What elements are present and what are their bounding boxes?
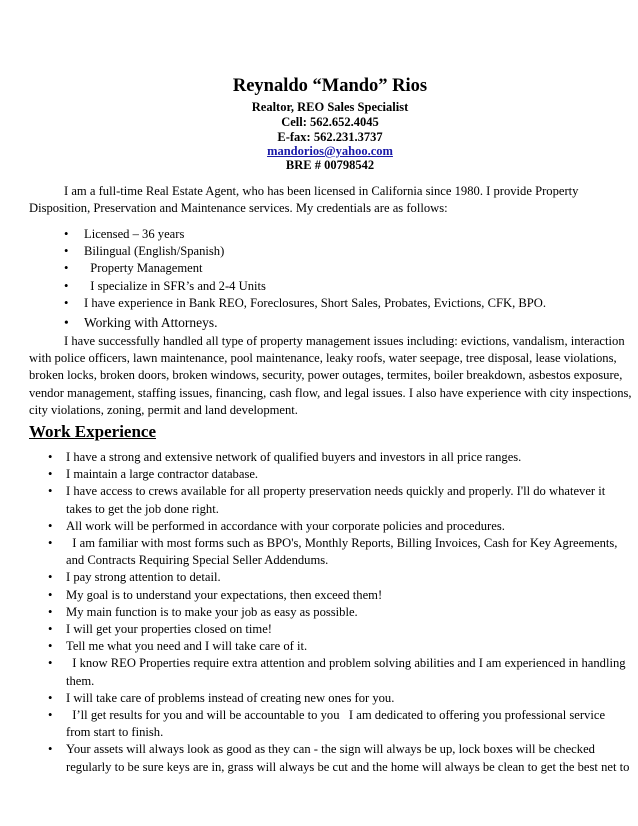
credentials-list [64, 226, 604, 334]
work-experience-item [48, 741, 633, 775]
work-experience-text: My main function is to make your job as easy as possible. [66, 604, 358, 619]
work-experience-text: I will get your properties closed on time! [66, 622, 272, 637]
work-experience-text: from start to finish. [66, 725, 164, 740]
bullet-icon: • [48, 587, 53, 602]
cell-phone: Cell: 562.652.4045 [281, 115, 379, 129]
bullet-icon: • [48, 570, 53, 585]
bullet-icon: • [64, 244, 69, 259]
bullet-icon: • [48, 690, 53, 705]
summary-line: I have successfully handled all type of property management issues including: evictions, vandalism, interaction [64, 334, 625, 348]
credential-item [64, 260, 604, 277]
work-experience-item [48, 621, 633, 638]
work-experience-item [48, 655, 633, 689]
work-experience-text: I pay strong attention to detail. [66, 570, 221, 585]
credential-item [64, 226, 604, 243]
work-experience-item [48, 707, 633, 741]
work-experience-text: I have a strong and extensive network of qualified buyers and investors in all price ranges. [66, 450, 522, 464]
summary-line: broken locks, broken doors, broken windows, security, power outages, termites, boiler breakdown, asbestos exposure, [29, 368, 623, 383]
work-experience-text: I’ll get results for you and will be accountable to you I am dedicated to offering you professional service [66, 708, 606, 723]
work-experience-item [48, 466, 633, 483]
credential-text: Licensed – 36 years [84, 227, 185, 241]
intro-line: Disposition, Preservation and Maintenance services. My credentials are as follows: [29, 201, 448, 216]
work-experience-text: and Contracts Requiring Special Seller Addendums. [66, 553, 329, 568]
summary-line: city violations, zoning, permit and land development. [29, 402, 298, 417]
work-experience-item [48, 587, 633, 604]
intro-line: I am a full-time Real Estate Agent, who has been licensed in California since 1980. I provide Property [64, 184, 579, 198]
bullet-icon: • [48, 656, 53, 671]
bre-license: BRE # 00798542 [285, 158, 375, 172]
credential-text: Bilingual (English/Spanish) [84, 244, 225, 259]
work-experience-text: takes to get the job done right. [66, 501, 219, 516]
candidate-name: Reynaldo “Mando” Rios [232, 76, 428, 96]
work-experience-text: I know REO Properties require extra attention and problem solving abilities and I am experienced in handling [66, 656, 626, 671]
bullet-icon: • [48, 742, 53, 757]
credential-text: I specialize in SFR’s and 2-4 Units [84, 278, 266, 293]
bullet-icon: • [48, 708, 53, 723]
work-experience-heading: Work Experience [29, 422, 157, 441]
credential-text: I have experience in Bank REO, Foreclosures, Short Sales, Probates, Evictions, CFK, BPO. [84, 295, 547, 310]
work-experience-item [48, 483, 633, 517]
bullet-icon: • [48, 467, 53, 482]
work-experience-text: I am familiar with most forms such as BPO's, Monthly Reports, Billing Invoices, Cash for Key Agreements, [66, 536, 618, 551]
bullet-icon: • [64, 261, 69, 276]
bullet-icon: • [48, 622, 53, 637]
credential-text: Working with Attorneys. [84, 314, 218, 330]
intro-paragraph [29, 183, 629, 217]
bullet-icon: • [48, 604, 53, 619]
work-experience-item [48, 569, 633, 586]
work-experience-text: regularly to be sure keys are in, grass will always be cut and the home will always be clean to get the best net to [66, 759, 630, 774]
summary-line: with police officers, lawn maintenance, pool maintenance, leaky roofs, water seepage, tree disposal, lease violations, [29, 351, 617, 366]
efax-number: E-fax: 562.231.3737 [277, 130, 383, 144]
work-experience-text: Your assets will always look as good as they can - the sign will always be up, lock boxes will be checked [66, 742, 595, 757]
work-experience-item [48, 690, 633, 707]
work-experience-text: Tell me what you need and I will take care of it. [66, 639, 308, 654]
credential-text: Property Management [84, 261, 203, 276]
credential-item [64, 312, 604, 334]
bullet-icon: • [48, 639, 53, 654]
credential-item [64, 243, 604, 260]
work-experience-text: I will take care of problems instead of creating new ones for you. [66, 690, 395, 705]
work-experience-list [48, 449, 633, 776]
bullet-icon: • [64, 278, 69, 293]
work-experience-text: them. [66, 673, 95, 688]
bullet-icon: • [48, 484, 53, 499]
credential-item [64, 278, 604, 295]
bullet-icon: • [48, 518, 53, 533]
email-link[interactable]: mandorios@yahoo.com [267, 144, 393, 158]
job-title: Realtor, REO Sales Specialist [251, 100, 409, 114]
credential-item [64, 295, 604, 312]
bullet-icon: • [64, 227, 69, 241]
work-experience-text: I have access to crews available for all property preservation needs quickly and properly. I'll do whatever it [66, 484, 606, 499]
work-experience-text: All work will be performed in accordance with your corporate policies and procedures. [66, 518, 505, 533]
bullet-icon: • [48, 536, 53, 551]
work-experience-item [48, 449, 633, 466]
work-experience-item [48, 518, 633, 535]
work-experience-text: My goal is to understand your expectations, then exceed them! [66, 587, 383, 602]
work-experience-item [48, 638, 633, 655]
bullet-icon: • [64, 295, 69, 310]
bullet-icon: • [64, 314, 69, 330]
bullet-icon: • [48, 450, 53, 464]
summary-line: vendor management, staffing issues, financing, cash flow, and legal issues. I also have experience with city inspections, [29, 385, 632, 400]
summary-paragraph [29, 333, 632, 419]
work-experience-item [48, 535, 633, 569]
work-experience-text: I maintain a large contractor database. [66, 467, 259, 482]
work-experience-item [48, 604, 633, 621]
